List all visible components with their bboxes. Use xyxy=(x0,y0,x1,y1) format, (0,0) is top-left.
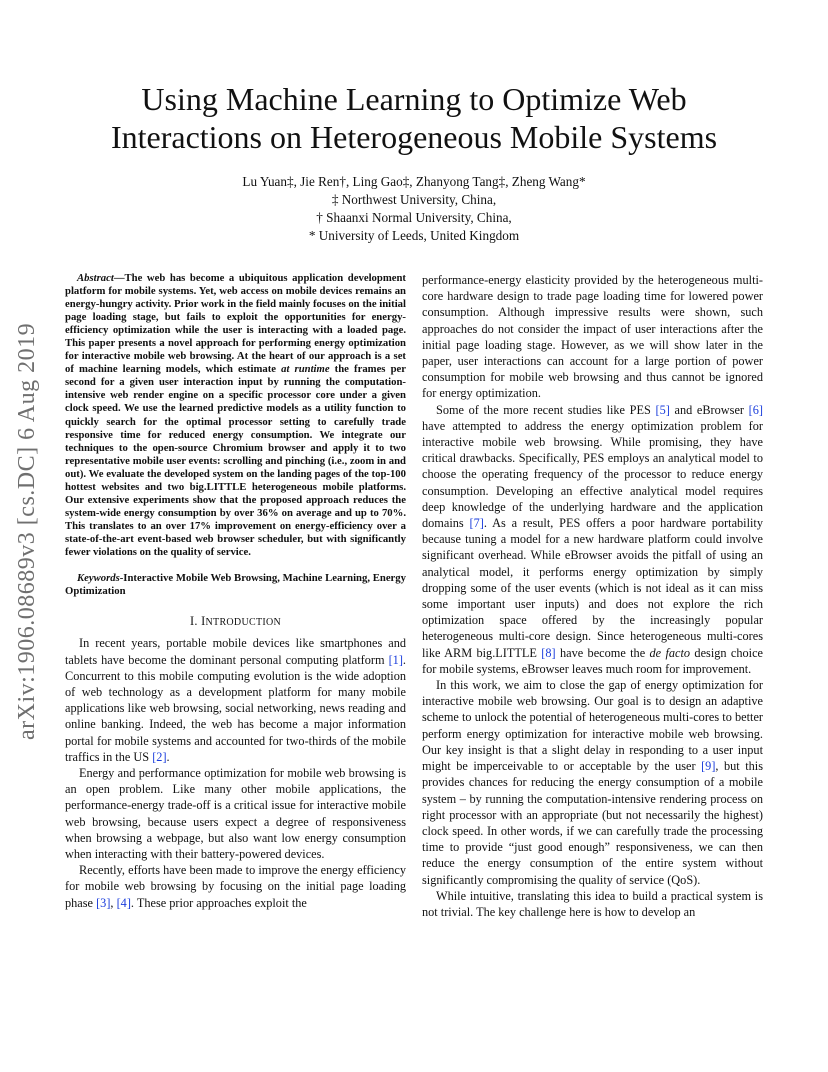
citation-link[interactable]: [2] xyxy=(152,749,167,764)
title-line-1: Using Machine Learning to Optimize Web xyxy=(141,81,687,117)
citation-link[interactable]: [5] xyxy=(655,402,670,417)
author-block xyxy=(100,173,728,245)
title-line-2: Interactions on Heterogeneous Mobile Systems xyxy=(110,119,718,155)
abstract-text-1: —The web has become a ubiquitous application development platform for mobile systems. Yet, web access on mobile devices remains an energy-hungry activity. Prior work in the field mainly focuses on the initial page loading stage, but fails to exploit the opportunities for energy-efficiency optimization while the user is interacting with a loaded page. This paper presents a novel approach for performing energy optimization for interactive mobile web browsing. At the heart of our approach is a set of machine learning models, which estimate xyxy=(65,272,406,376)
text-run: and eBrowser xyxy=(669,402,749,417)
citation-link[interactable]: [7] xyxy=(469,516,484,531)
abstract-label: Abstract xyxy=(77,272,114,284)
text-run: . xyxy=(166,749,170,764)
right-column xyxy=(422,272,763,920)
paper-title xyxy=(60,80,768,156)
abstract xyxy=(65,272,406,559)
abstract-text-2: the frames per second for a given user interaction input by running the computation-intensive web render engine on a specific processor core under a given clock speed. We use the learned predictive models as a utility function to quickly search for the optimal processor setting to carefully trade responsive time for reduced energy consumption. We integrate our techniques to the open-source Chromium browser and apply it to two representative mobile user events: scrolling and pinching (i.e., zoom in and out). We evaluate the developed system on the landing pages of the top-100 hottest websites and two big.LITTLE heterogeneous mobile platforms. Our extensive experiments show that the proposed approach reduces the system-wide energy consumption by over 36% on average and up to 70%. This translates to an over 17% improvement on energy-efficiency over a state-of-the-art event-based web browser scheduler, but with significantly fewer violations on the quality of service. xyxy=(65,363,406,558)
intro-paragraph-2: Energy and performance optimization for mobile web browsing is an open problem. Like many other mobile applications, the performance-energy trade-off is a critical issue for interactive mobile web browsing, because users expect a degree of responsiveness when browsing a webpage, but also want low energy consumption when interacting with their battery-powered devices. xyxy=(65,765,406,861)
citation-link[interactable]: [9] xyxy=(701,759,716,774)
left-column xyxy=(65,272,406,911)
text-run: have become the xyxy=(555,645,650,660)
section-numeral: I. xyxy=(189,614,202,629)
right-paragraph-4: While intuitive, translating this idea to build a practical system is not trivial. The key challenge here is how to develop an xyxy=(422,888,763,919)
text-run: Some of the more recent studies like PES xyxy=(436,402,656,417)
text-run: In recent years, portable mobile devices like smartphones and tablets have become the dominant personal computing platform xyxy=(65,636,406,667)
right-paragraph-1: performance-energy elasticity provided by the heterogeneous multi-core hardware design to trade page loading time for lowered power consumption. Although impressive results were shown, such approaches do not consider the impact of user interactions after the initial page loading stage. However, as we will show later in the paper, user interactions can account for a large portion of power consumption for mobile web browsing and thus cannot be ignored for energy optimization. xyxy=(422,273,763,401)
intro-paragraph-3 xyxy=(65,862,406,911)
citation-link[interactable]: [1] xyxy=(388,652,403,667)
affiliation-2: † Shaanxi Normal University, China, xyxy=(316,210,512,225)
keywords-text: -Interactive Mobile Web Browsing, Machine Learning, Energy Optimization xyxy=(65,572,406,598)
author-names: Lu Yuan‡, Jie Ren†, Ling Gao‡, Zhanyong Tang‡, Zheng Wang* xyxy=(242,174,586,189)
citation-link[interactable]: [6] xyxy=(748,402,763,417)
citation-link[interactable]: [4] xyxy=(116,895,131,910)
text-run: have attempted to address the energy optimization problem for interactive mobile web browsing. While promising, they have critical drawbacks. Specifically, PES employs an analytical model to choose the operating frequency of the processor to reduce energy consumption. Developing an effective analytical model requires deep knowledge of the underlying hardware and the application domains xyxy=(422,418,763,531)
text-run: . Concurrent to this mobile computing evolution is the wide adoption of web technology as a development platform for many mobile applications like web browsing, social networking, news reading and online banking. Indeed, the web has become a major information portal for mobile systems and accounted for two-thirds of the mobile traffics in the US xyxy=(65,652,406,764)
text-run: Recently, efforts have been made to improve the energy efficiency for mobile web browsing by focusing on the initial page loading phase xyxy=(65,863,406,910)
citation-link[interactable]: [8] xyxy=(541,645,556,660)
section-heading-introduction xyxy=(65,613,406,631)
text-run: , but this provides chances for reducing the energy consumption of a mobile system – by running the computation-intensive rendering process on right processor with an appropriate (but not necessarily the highest) clock speed. In other words, if we can carefully trade the processing time to provide “just good enough” responsiveness, we can then reduce the energy consumption of the entire system without significantly compromising the quality of service (QoS). xyxy=(422,759,764,887)
right-paragraph-3 xyxy=(422,677,763,888)
text-run: . As a result, PES offers a poor hardware portability because tuning a model for a new hardware platform could involve significant overhead. While eBrowser avoids the pitfall of using an analytical model, it performs energy optimization by simply dropping some of the user events (which is not ideal as it can miss some important user inputs) and does not explore the rich optimization space offered by the increasingly popular heterogeneous multi-core design. Since heterogeneous multi-cores like ARM big.LITTLE xyxy=(422,516,763,660)
section-title-rest: NTRODUCTION xyxy=(205,617,282,629)
keywords xyxy=(65,572,406,598)
text-run: . These prior approaches exploit the xyxy=(130,895,307,910)
arxiv-identifier: arXiv:1906.08689v3 [cs.DC] 6 Aug 2019 xyxy=(14,322,40,740)
affiliation-1: ‡ Northwest University, China, xyxy=(331,192,497,207)
text-run: In this work, we aim to close the gap of energy optimization for interactive mobile web browsing. Our goal is to design an adaptive scheme to unlock the potential of heterogeneous multi-cores to better perform energy optimization for interactive mobile web browsing. Our key insight is that a slight delay in responding to a user input might be imperceivable to or acceptable by the user xyxy=(422,678,763,774)
citation-link[interactable]: [3] xyxy=(96,895,111,910)
section-title-initial: I xyxy=(201,614,206,629)
text-run: , xyxy=(110,895,117,910)
text-run: design choice for mobile systems, eBrowser leaves much room for improvement. xyxy=(422,645,763,676)
right-paragraph-2 xyxy=(422,402,763,677)
intro-paragraph-1 xyxy=(65,635,406,765)
keywords-label: Keywords xyxy=(77,572,120,585)
abstract-emphasis: at runtime xyxy=(281,363,330,376)
emphasis-text: de facto xyxy=(649,645,691,660)
affiliation-3: * University of Leeds, United Kingdom xyxy=(308,228,520,243)
